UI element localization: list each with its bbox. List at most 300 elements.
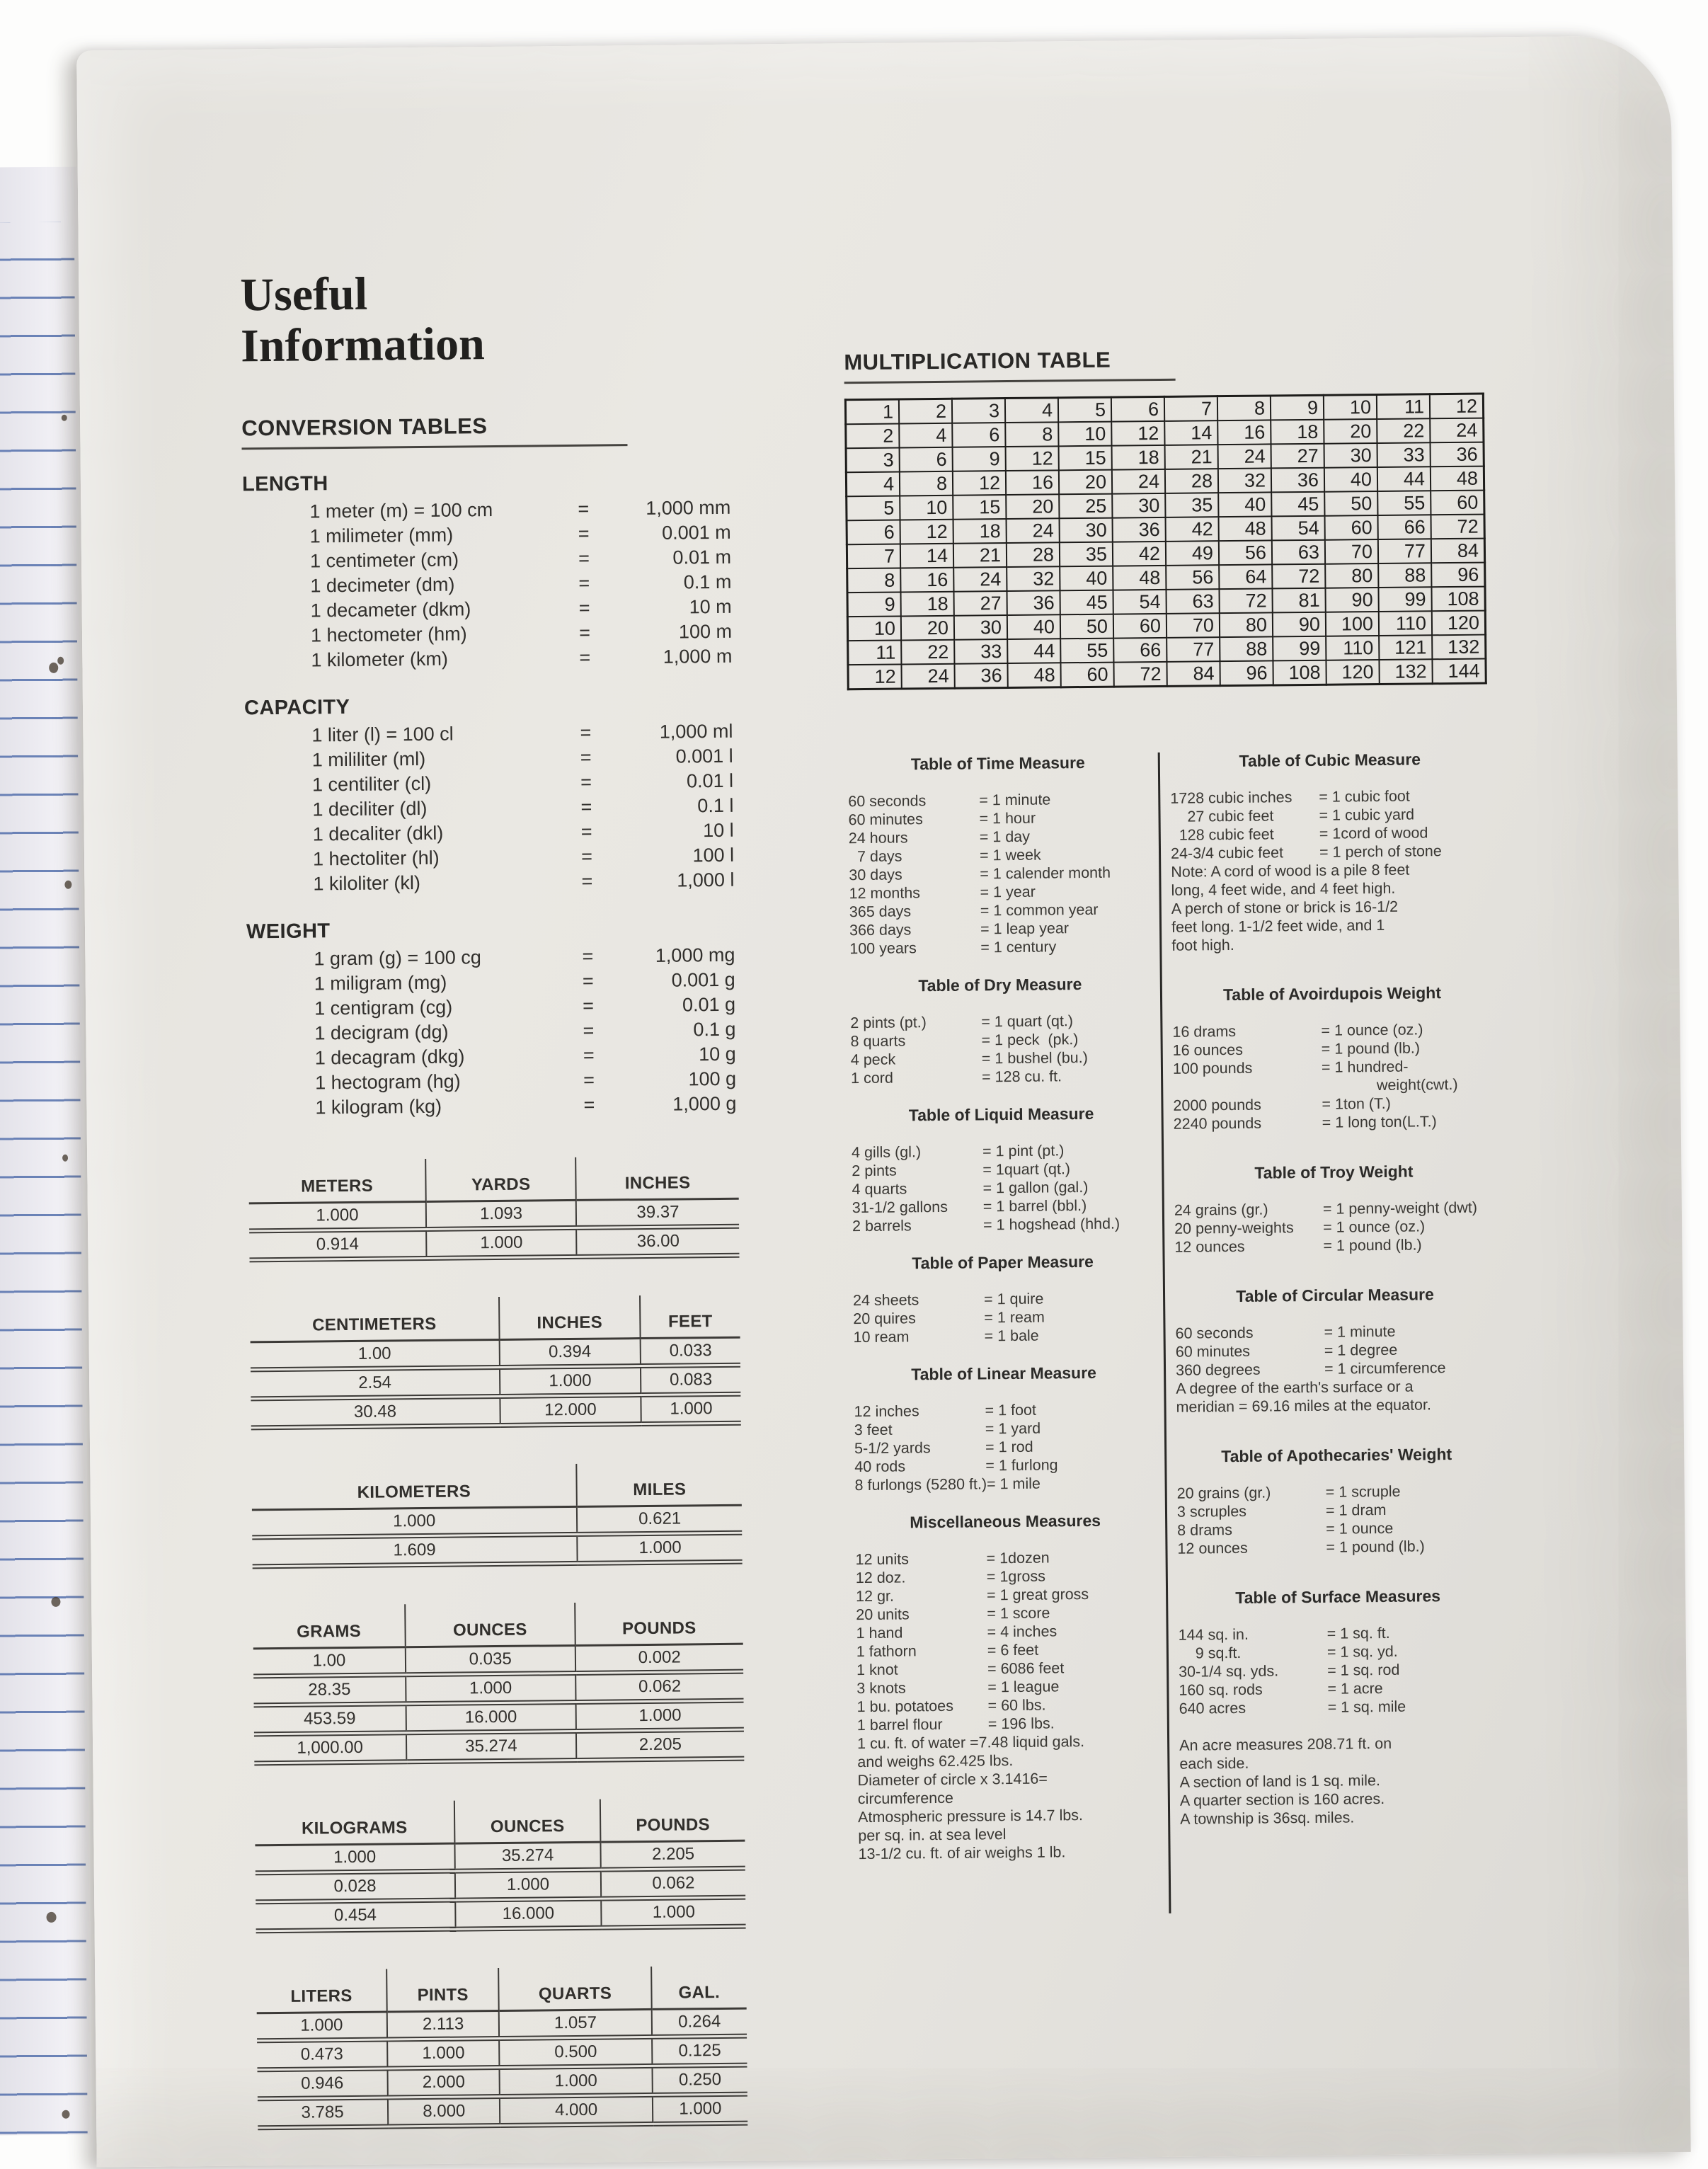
matrix-cell: 1.000: [653, 2094, 748, 2124]
matrix-header-cell: OUNCES: [405, 1603, 575, 1647]
metric-term: 1 gram (g) = 100 cg: [314, 946, 481, 970]
multiplication-cell: 18: [1271, 420, 1324, 445]
equals-sign: =: [579, 646, 591, 669]
matrix-cell: 0.062: [601, 1868, 745, 1899]
matrix-header-cell: INCHES: [575, 1156, 738, 1201]
matrix-header-row: [253, 1601, 743, 1649]
multiplication-cell: 24: [1112, 469, 1165, 494]
metric-term: 1 milimeter (mm): [309, 524, 454, 547]
multiplication-cell: 96: [1431, 563, 1485, 588]
measure-row: [851, 1066, 1151, 1087]
measure-row: [1177, 1536, 1497, 1557]
measure-row: [852, 1159, 1152, 1180]
multiplication-cell: 132: [1379, 659, 1432, 684]
measure-term: 365 days: [849, 903, 912, 921]
measure-definition: = 1 dram: [1325, 1501, 1387, 1519]
measure-definition: = 4 inches: [987, 1623, 1058, 1641]
measure-row: [856, 1695, 1157, 1716]
matrix-table-centimeters: [250, 1295, 741, 1431]
matrix-cell: 0.946: [257, 2068, 387, 2099]
multiplication-cell: 9: [847, 592, 901, 617]
multiplication-cell: 60: [1060, 663, 1113, 687]
multiplication-cell: 120: [1432, 611, 1486, 636]
measure-definition: = 1 mile: [986, 1475, 1041, 1493]
multiplication-cell: 72: [1113, 662, 1167, 687]
measure-tables-right-column: [1170, 749, 1501, 1913]
metric-term: 1 kiloliter (kl): [313, 872, 421, 895]
metric-rows: [311, 719, 734, 897]
multiplication-cell: 12: [1006, 446, 1059, 471]
measure-term: 5-1/2 yards: [854, 1439, 931, 1458]
measure-table-heading: Table of Liquid Measure: [908, 1104, 1094, 1125]
matrix-header-cell: LITERS: [256, 1969, 387, 2013]
conversion-section-label: WEIGHT: [246, 920, 331, 944]
measure-table-heading: Table of Circular Measure: [1236, 1285, 1434, 1305]
measure-term: 12 inches: [854, 1402, 919, 1421]
left-print-column: [240, 234, 747, 2168]
matrix-table-body: [251, 1337, 741, 1428]
multiplication-cell: 33: [1377, 442, 1431, 467]
metric-value: 0.1 g: [693, 1018, 736, 1041]
stitch-hole: [62, 1155, 68, 1162]
matrix-header-cell: POUNDS: [575, 1601, 743, 1646]
multiplication-cell: 84: [1167, 661, 1220, 686]
metric-row: [312, 744, 733, 773]
metric-term: 1 mililiter (ml): [311, 748, 426, 771]
multiplication-cell: 5: [847, 496, 900, 520]
multiplication-cell: 16: [1217, 420, 1271, 445]
metric-value: 1,000 ml: [659, 720, 733, 743]
measure-row: [849, 900, 1150, 921]
multiplication-cell: 44: [1007, 639, 1060, 663]
matrix-cell: 39.37: [576, 1198, 739, 1227]
metric-row: [309, 496, 730, 525]
metric-row: [314, 992, 735, 1021]
equals-sign: =: [583, 1094, 595, 1116]
matrix-cell: 16.000: [406, 1702, 576, 1733]
multiplication-cell: 21: [953, 543, 1007, 568]
equals-sign: =: [580, 721, 592, 744]
multiplication-cell: 18: [1112, 445, 1165, 470]
measure-term: 2240 pounds: [1173, 1114, 1262, 1133]
multiplication-cell: 70: [1325, 539, 1378, 564]
conversion-section-label: LENGTH: [241, 472, 328, 496]
matrix-header-cell: GRAMS: [253, 1604, 406, 1649]
matrix-cell: 1.00: [253, 1647, 406, 1676]
matrix-header-cell: YARDS: [425, 1157, 576, 1202]
measure-term: 30-1/4 sq. yds.: [1179, 1662, 1279, 1681]
measure-row: [852, 1140, 1152, 1162]
measure-definition: = 1ton (T.): [1322, 1094, 1391, 1113]
measure-table: [855, 1511, 1159, 1863]
multiplication-cell: 28: [1007, 542, 1060, 567]
multiplication-cell: 77: [1167, 637, 1220, 662]
measure-term: 2 pints: [852, 1162, 897, 1180]
multiplication-cell: 40: [1218, 492, 1271, 517]
measure-definition: = 1 pound (lb.): [1323, 1236, 1422, 1254]
measure-definition: = 1 penny-weight (dwt): [1322, 1198, 1478, 1218]
measure-term: 24 hours: [848, 829, 908, 847]
matrix-cell: 1.000: [257, 2012, 387, 2041]
measure-definition: = 60 lbs.: [987, 1696, 1046, 1715]
multiplication-cell: 36: [1431, 442, 1484, 467]
measure-term: 27 cubic feet: [1170, 807, 1274, 825]
measure-row: [849, 881, 1149, 903]
conversion-section-capacity: [244, 692, 735, 898]
metric-value: 1,000 m: [663, 645, 733, 668]
measure-term: 3 knots: [856, 1679, 906, 1698]
multiplication-cell: 9: [1271, 395, 1324, 420]
multiplication-cell: 36: [954, 663, 1007, 688]
multiplication-cell: 20: [1006, 494, 1059, 519]
matrix-cell: 0.473: [257, 2039, 387, 2070]
metric-value: 100 m: [678, 620, 733, 643]
measure-table-heading: Table of Apothecaries' Weight: [1221, 1445, 1452, 1466]
metric-rows: [314, 943, 736, 1121]
measure-note-line: 13-1/2 cu. ft. of air weighs 1 lb.: [858, 1843, 1066, 1863]
multiplication-cell: 10: [1324, 395, 1377, 420]
equals-sign: =: [578, 572, 590, 595]
multiplication-cell: 12: [848, 664, 902, 689]
measure-notes: [1171, 859, 1491, 954]
matrix-cell: 1.000: [249, 1202, 427, 1231]
matrix-cell: 0.500: [500, 2037, 653, 2068]
conversion-section-length: [242, 469, 733, 674]
multiplication-cell: 6: [952, 423, 1005, 447]
measure-row: [853, 1288, 1153, 1310]
stitch-hole: [51, 1597, 60, 1607]
matrix-cell: 1.000: [455, 1870, 601, 1900]
multiplication-cell: 72: [1219, 588, 1272, 613]
measure-definition: = 1 sq. yd.: [1326, 1642, 1398, 1661]
metric-term: 1 meter (m) = 100 cm: [309, 499, 493, 522]
measure-row: [854, 1400, 1154, 1421]
multiplication-cell: 5: [1058, 397, 1111, 422]
metric-row: [310, 520, 731, 549]
measure-term: 2000 pounds: [1173, 1096, 1261, 1114]
multiplication-cell: 60: [1324, 515, 1377, 540]
multiplication-cell: 8: [1217, 396, 1271, 420]
measure-row: [849, 937, 1150, 958]
multiplication-cell: 4: [899, 423, 952, 448]
matrix-header-cell: METERS: [248, 1159, 426, 1203]
multiplication-cell: 16: [900, 568, 953, 593]
matrix-cell: 35.274: [455, 1842, 601, 1871]
matrix-table-header: [253, 1601, 743, 1649]
table-row: [251, 1337, 740, 1370]
matrix-table-kilograms: [255, 1798, 746, 1934]
multiplication-cell: 63: [1272, 540, 1325, 565]
measure-row: [854, 1418, 1154, 1439]
measure-term: 40 rods: [854, 1458, 906, 1476]
matrix-header-cell: POUNDS: [600, 1798, 745, 1842]
multiplication-cell: 28: [1165, 469, 1218, 493]
multiplication-cell: 16: [1006, 470, 1059, 495]
matrix-header-row: [250, 1295, 740, 1342]
matrix-table-body: [253, 1644, 745, 1763]
measure-table: [850, 974, 1151, 1087]
measure-row: [1179, 1696, 1499, 1717]
measure-row: [1173, 1056, 1493, 1096]
right-print-column: [844, 343, 1508, 1916]
matrix-cell: 0.914: [249, 1230, 427, 1260]
measure-definition: = 1 hour: [979, 809, 1036, 828]
multiplication-cell: 8: [900, 471, 953, 496]
column-divider-line: [1158, 752, 1171, 1913]
measure-term: 2 pints (pt.): [850, 1014, 927, 1032]
multiplication-table-heading: MULTIPLICATION TABLE: [844, 347, 1175, 384]
measure-definition: = 1 bushel (bu.): [981, 1048, 1088, 1068]
measure-row: [851, 1048, 1151, 1069]
multiplication-cell: 48: [1218, 516, 1271, 541]
multiplication-cell: 48: [1007, 663, 1060, 687]
conversion-sections: [242, 469, 737, 1121]
multiplication-cell: 56: [1166, 565, 1219, 590]
matrix-cell: 2.205: [575, 1729, 744, 1760]
multiplication-cell: 99: [1378, 587, 1431, 612]
measure-definition: = 1 score: [987, 1604, 1050, 1623]
measure-term: 10 ream: [853, 1328, 910, 1346]
measure-definition: = 1 day: [979, 828, 1031, 846]
multiplication-cell: 55: [1060, 639, 1113, 663]
multiplication-cell: 14: [900, 544, 953, 568]
metric-term: 1 centigram (cg): [314, 996, 453, 1019]
conversion-tables-heading: CONVERSION TABLES: [241, 412, 627, 450]
measure-note-line: A township is 36sq. miles.: [1180, 1809, 1355, 1828]
multiplication-cell: 108: [1431, 587, 1485, 612]
metric-row: [311, 619, 732, 648]
measure-definition: = 1 yard: [985, 1419, 1041, 1438]
measure-term: 20 penny-weights: [1174, 1219, 1294, 1237]
measure-definition: = 6 feet: [987, 1641, 1039, 1659]
multiplication-cell: 22: [1377, 418, 1430, 443]
table-row: [257, 2008, 747, 2041]
measure-row: [857, 1713, 1157, 1734]
measure-definition: = 1 sq. mile: [1327, 1698, 1406, 1716]
measure-term: 20 grains (gr.): [1176, 1484, 1271, 1502]
matrix-cell: 0.028: [256, 1871, 455, 1902]
table-row: [254, 1700, 744, 1734]
matrix-header-cell: FEET: [640, 1295, 740, 1339]
measure-row: [1174, 1235, 1494, 1256]
table-row: [252, 1533, 742, 1567]
measure-term: 16 ounces: [1172, 1041, 1244, 1059]
measure-definition: = 1 great gross: [986, 1585, 1089, 1604]
multiplication-cell: 84: [1431, 539, 1485, 563]
matrix-cell: 1.000: [500, 1366, 641, 1397]
multiplication-cell: 14: [1164, 420, 1217, 445]
measure-definition: = 1 rod: [985, 1438, 1033, 1456]
multiplication-cell: 10: [847, 616, 901, 641]
measure-term: 3 scruples: [1176, 1502, 1247, 1521]
measure-definition: = 1 peck (pk.): [981, 1031, 1079, 1049]
multiplication-cell: 3: [952, 399, 1005, 423]
measure-term: 20 units: [856, 1606, 910, 1624]
matrix-cell: 0.264: [651, 2008, 747, 2037]
metric-term: 1 miligram (mg): [314, 971, 447, 995]
measure-row: [853, 1325, 1153, 1346]
matrix-header-row: [256, 1966, 747, 2013]
matrix-header-cell: MILES: [577, 1463, 742, 1507]
multiplication-cell: 45: [1060, 590, 1113, 615]
equals-sign: =: [581, 870, 593, 893]
multiplication-cell: 11: [848, 640, 902, 665]
matrix-cell: 2.205: [600, 1841, 745, 1870]
multiplication-cell: 99: [1273, 636, 1326, 661]
matrix-table-header: [250, 1295, 740, 1342]
multiplication-cell: 110: [1379, 611, 1432, 636]
measure-row: [1176, 1358, 1496, 1379]
multiplication-cell: 18: [953, 519, 1007, 544]
multiplication-cell: 30: [1324, 443, 1377, 468]
multiplication-cell: 90: [1273, 612, 1326, 637]
measure-row: [1171, 841, 1491, 862]
measure-term: 1728 cubic inches: [1170, 789, 1293, 807]
measure-definition: = 1 ream: [984, 1308, 1045, 1327]
multiplication-cell: 10: [900, 496, 953, 520]
metric-value: 0.001 m: [661, 521, 731, 544]
measure-definition: = 1 calender month: [980, 864, 1111, 883]
measure-table: [1170, 749, 1492, 954]
multiplication-cell: 4: [846, 471, 900, 496]
metric-value: 0.01 m: [672, 546, 732, 568]
multiplication-cell: 2: [846, 423, 900, 448]
measure-row: [856, 1658, 1157, 1679]
matrix-header-cell: GAL.: [651, 1966, 747, 2010]
multiplication-cell: 40: [1007, 614, 1060, 639]
multiplication-cell: 54: [1113, 590, 1166, 614]
measure-definition: = 1 pound (lb.): [1321, 1039, 1421, 1058]
multiplication-cell: 70: [1167, 613, 1220, 638]
measure-term: 1 barrel flour: [856, 1715, 943, 1734]
matrix-header-row: [255, 1798, 745, 1845]
equals-sign: =: [582, 945, 594, 968]
table-row: [254, 1729, 744, 1763]
measure-definition: = 1 ounce (oz.): [1321, 1021, 1423, 1039]
measure-definition: = 1 pound (lb.): [1326, 1538, 1425, 1556]
matrix-cell: 12.000: [500, 1395, 641, 1426]
matrix-header-cell: KILOMETERS: [251, 1464, 577, 1510]
multiplication-cell: 11: [1377, 394, 1430, 419]
measure-row: [852, 1177, 1152, 1198]
matrix-table-liters: [256, 1966, 747, 2131]
measure-term: 4 peck: [850, 1051, 896, 1069]
metric-value: 0.001 l: [675, 745, 733, 767]
multiplication-cell: 27: [1271, 444, 1324, 469]
measure-note-line: each side.: [1179, 1754, 1249, 1773]
measure-term: 144 sq. in.: [1178, 1625, 1249, 1644]
measure-definition: = 1 sq. ft.: [1326, 1624, 1390, 1642]
metric-row: [311, 644, 732, 673]
matrix-cell: 30.48: [251, 1397, 500, 1428]
multiplication-cell: 48: [1113, 566, 1166, 590]
measure-term: 30 days: [849, 866, 902, 884]
stitch-hole: [62, 2110, 69, 2119]
table-row: [256, 1897, 745, 1931]
matrix-table-header: [251, 1463, 742, 1510]
matrix-cell: 28.35: [253, 1675, 406, 1705]
multiplication-cell: 45: [1271, 492, 1324, 517]
table-row: [251, 1394, 740, 1428]
matrix-cell: 1.057: [499, 2010, 652, 2039]
measure-definition: = 1 barrel (bbl.): [982, 1196, 1087, 1215]
measure-row: [850, 1029, 1150, 1051]
measure-definition: = 1quart (qt.): [982, 1160, 1071, 1179]
measure-row: [849, 826, 1149, 847]
table-row: [251, 1365, 740, 1399]
multiplication-cell: 24: [1430, 418, 1484, 443]
measure-term: 1 cord: [850, 1069, 893, 1087]
multiplication-cell: 80: [1220, 612, 1273, 637]
multiplication-cell: 8: [847, 568, 901, 593]
multiplication-cell: 24: [1218, 444, 1271, 469]
measure-term: 1 knot: [856, 1661, 898, 1679]
equals-sign: =: [580, 796, 592, 818]
matrix-table-kilometers: [251, 1463, 742, 1569]
multiplication-cell: 22: [901, 640, 954, 665]
multiplication-cell: 50: [1324, 491, 1377, 516]
matrix-cell: 1,000.00: [254, 1733, 406, 1763]
measure-definition: = 1 scruple: [1325, 1482, 1401, 1501]
measure-row: [853, 1307, 1153, 1328]
metric-value: 1,000 g: [672, 1092, 737, 1115]
metric-term: 1 decimeter (dm): [310, 573, 455, 597]
measure-tables-left-column: [848, 752, 1159, 1916]
measure-note-line: A quarter section is 160 acres.: [1179, 1790, 1385, 1809]
matrix-header-row: [248, 1156, 739, 1203]
measure-note-line: and weighs 62.425 lbs.: [857, 1752, 1014, 1771]
matrix-header-cell: INCHES: [499, 1295, 641, 1339]
measure-term: 4 quarts: [852, 1180, 907, 1198]
metric-row: [310, 545, 731, 574]
measure-definition: = 1 sq. rod: [1327, 1661, 1400, 1679]
equals-sign: =: [581, 845, 593, 868]
multiplication-cell: 60: [1113, 614, 1167, 639]
metric-value: 0.01 g: [682, 993, 736, 1016]
measure-tables-area: [848, 749, 1509, 1916]
metric-row: [310, 570, 731, 599]
measure-row: [856, 1584, 1156, 1606]
equals-sign: =: [580, 820, 592, 843]
matrix-cell: 0.125: [652, 2036, 747, 2066]
measure-table-heading: Miscellaneous Measures: [910, 1511, 1101, 1532]
measure-term: 24-3/4 cubic feet: [1170, 844, 1284, 862]
metric-term: 1 hectogram (hg): [314, 1070, 461, 1094]
multiplication-cell: 108: [1273, 660, 1326, 685]
matrix-cell: 4.000: [500, 2095, 653, 2126]
metric-row: [313, 843, 734, 872]
metric-term: 1 decigram (dg): [314, 1021, 449, 1044]
measure-table: [852, 1252, 1153, 1346]
measure-term: 12 gr.: [855, 1587, 895, 1606]
measure-definition: = 6086 feet: [987, 1659, 1065, 1678]
measure-term: 60 seconds: [848, 792, 927, 811]
multiplication-cell: 120: [1326, 660, 1379, 685]
multiplication-cell: 1: [845, 399, 899, 424]
multiplication-cell: 40: [1060, 566, 1113, 591]
multiplication-cell: 50: [1060, 614, 1113, 639]
measure-table-heading: Table of Paper Measure: [912, 1252, 1094, 1273]
measure-definition: = 1 gallon (gal.): [982, 1178, 1089, 1197]
matrix-cell: 1.000: [601, 1897, 745, 1928]
measure-table-heading: Table of Troy Weight: [1254, 1162, 1414, 1182]
metric-term: 1 kilogram (kg): [315, 1095, 442, 1118]
multiplication-cell: 6: [847, 520, 900, 544]
measure-term: 24 sheets: [852, 1291, 919, 1310]
measure-term: 20 quires: [853, 1310, 916, 1328]
measure-term: 1 bu. potatoes: [856, 1697, 954, 1716]
measure-table: [1176, 1444, 1497, 1557]
